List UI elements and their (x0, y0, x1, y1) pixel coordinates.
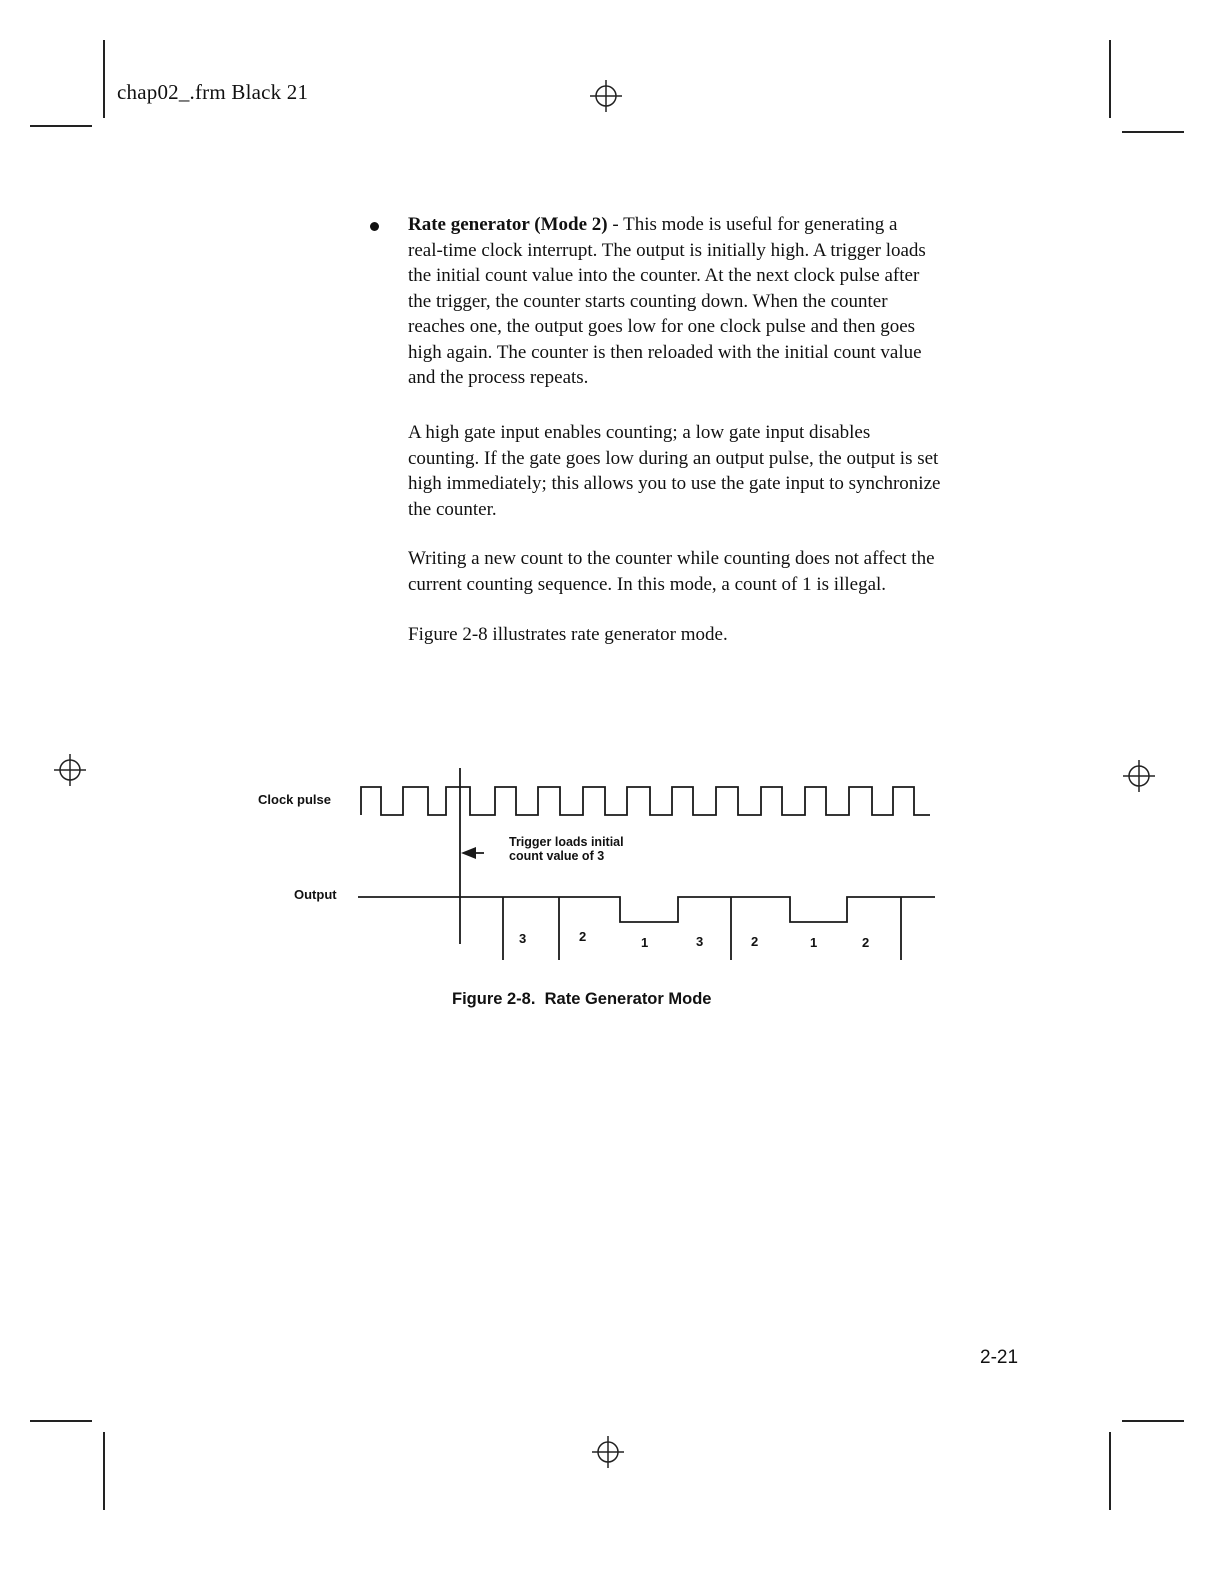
count-line: current counting sequence. In this mode, a count of 1 is illegal. (408, 573, 887, 595)
bullet-line: real-time clock interrupt. The output is initially high. A trigger loads (408, 239, 926, 261)
figure-caption: Figure 2-8. Rate Generator Mode (452, 990, 712, 1008)
bullet-term: Rate generator (Mode 2) (408, 214, 608, 235)
count-label: 2 (751, 934, 759, 949)
bullet-line: and the process repeats. (408, 367, 589, 388)
trigger-annotation-line1: Trigger loads initial (509, 835, 624, 849)
output-label: Output (294, 887, 337, 902)
bullet-line: the trigger, the counter starts counting down. When the counter (408, 290, 888, 312)
gate-line: the counter. (408, 498, 497, 520)
bullet-line: high again. The counter is then reloaded with the initial count value (408, 341, 922, 363)
count-label: 3 (519, 931, 527, 946)
count-label: 1 (641, 935, 649, 950)
count-label: 2 (579, 929, 587, 944)
count-line: Writing a new count to the counter while counting does not affect the (408, 548, 935, 569)
bullet-line: reaches one, the output goes low for one clock pulse and then goes (408, 316, 916, 337)
clock-pulse-label: Clock pulse (258, 792, 331, 807)
count-label: 3 (696, 934, 704, 949)
count-label: 1 (810, 935, 818, 950)
gate-line: high immediately; this allows you to use the gate input to synchronize (408, 473, 941, 494)
trigger-arrow-icon (461, 847, 484, 859)
trigger-annotation-line2: count value of 3 (509, 849, 605, 863)
figure-reference-text: Figure 2-8 illustrates rate generator mode. (408, 624, 728, 645)
page-number: 2-21 (980, 1347, 1019, 1368)
bullet-line: - This mode is useful for generating a (607, 214, 898, 235)
bullet-line: the initial count value into the counter. At the next clock pulse after (408, 265, 920, 286)
gate-line: A high gate input enables counting; a low gate input disables (408, 422, 871, 443)
gate-line: counting. If the gate goes low during an output pulse, the output is set (408, 447, 939, 469)
count-label: 2 (862, 935, 870, 950)
header-file-label: chap02_.frm Black 21 (117, 80, 309, 104)
output-waveform (358, 897, 935, 922)
clock-waveform (361, 787, 930, 815)
